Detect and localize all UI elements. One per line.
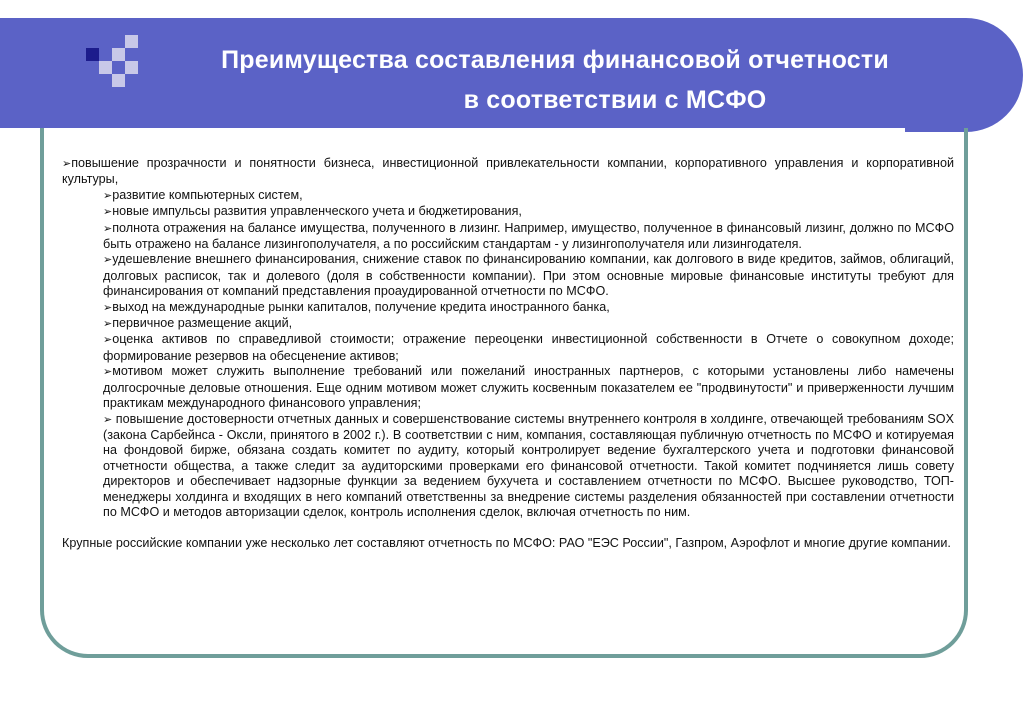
title-line-2: в соответствии с МСФО [463, 86, 767, 114]
arrow-bullet-icon: ➢ [103, 318, 113, 331]
page-title [160, 40, 950, 120]
arrow-bullet-icon: ➢ [103, 334, 113, 347]
arrow-bullet-icon: ➢ [103, 366, 113, 379]
list-item: ➢развитие компьютерных систем, [103, 187, 303, 202]
list-item: ➢мотивом может служить выполнение требований или пожеланий иностранных партнеров, с которыми установлены либо намечены долгосрочные деловые отношения. Еще одним мотивом может служить косвенным показателем ее "продвинутости" и приверженности лучшим практикам международного финансового управления; [103, 364, 954, 411]
list-item: ➢оценка активов по справедливой стоимости; отражение переоценки инвестиционной собственности в Отчете о совокупном доходе; формирование резервов на обесценение активов; [103, 332, 954, 363]
arrow-bullet-icon: ➢ [103, 222, 113, 235]
arrow-bullet-icon: ➢ [103, 301, 113, 314]
list-item: ➢полнота отражения на балансе имущества, полученного в лизинг. Например, имущество, полученное в финансовый лизинг, должно по МСФО быть отражено на балансе лизингополучателя, а по российским стандартам - у лизингополучателя или лизингодателя. [103, 220, 954, 252]
content-body [62, 156, 954, 551]
spacer [62, 520, 954, 535]
arrow-bullet-icon: ➢ [103, 254, 113, 267]
title-banner [0, 18, 1023, 132]
list-item: ➢новые импульсы развития управленческого учета и бюджетирования, [103, 204, 522, 219]
arrow-bullet-icon: ➢ [103, 189, 113, 202]
title-line-1: Преимущества составления финансовой отчетности [221, 46, 889, 74]
arrow-bullet-icon: ➢ [62, 158, 72, 170]
closing-paragraph: Крупные российские компании уже несколько лет составляют отчетность по МСФО: РАО "ЕЭС России", Газпром, Аэрофлот и многие другие компании. [62, 535, 951, 550]
arrow-bullet-icon: ➢ [103, 206, 113, 219]
list-item: ➢удешевление внешнего финансирования, снижение ставок по финансированию компании, как долгового в виде кредитов, займов, облигаций, долговых расписок, так и долевого (доля в собственности компании). При этом основные мировые финансовые институты требуют для финансирования от компаний представления проаудированной отчетности по МСФО. [103, 252, 954, 299]
squares-logo-icon [0, 18, 160, 128]
list-item: ➢первичное размещение акций, [103, 316, 293, 331]
arrow-bullet-icon: ➢ [103, 413, 113, 426]
list-item: ➢ повышение достоверности отчетных данных и совершенствование системы внутреннего контроля в холдинге, отвечающей требованиям SOX (закона Сарбейнса - Оксли, принятого в 2002 г.). В соответствии с ним, компания, составляющая публичную отчетность по МСФО и котируемая на фондовой бирже, обязана создать комитет по аудиту, который контролирует ведение бухгалтерского учета и подготовки финансовой отчетности общества, а также следит за аудиторскими проверками его финансовой отчетности. Такой комитет подчиняется лишь совету директоров и обеспечивает надзорные функции за ведением бухучета и составлением отчетности по МСФО. Высшее руководство, ТОП- менеджеры холдинга и входящих в него компаний ответственны за внедрение системы разделения обязанностей при составлении отчетности по МСФО и методов авторизации сделок, контроль исполнения сделок, включая отчетность по ним. [103, 411, 954, 519]
list-item: ➢выход на международные рынки капиталов, получение кредита иностранного банка, [103, 299, 610, 314]
list-item: ➢повышение прозрачности и понятности бизнеса, инвестиционной привлекательности компании, корпоративного управления и корпоративной культуры, [62, 156, 954, 187]
